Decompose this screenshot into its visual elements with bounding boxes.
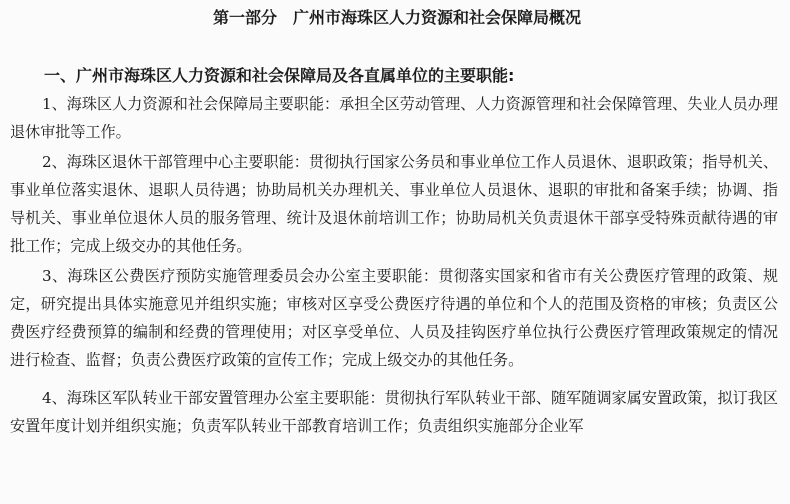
section-heading: 一、广州市海珠区人力资源和社会保障局及各直属单位的主要职能: (44, 66, 515, 85)
paragraph-3: 3、海珠区公费医疗预防实施管理委员会办公室主要职能：贯彻落实国家和省市有关公费医疗管理的政策、规定，研究提出具体实施意见并组织实施；审核对区享受公费医疗待遇的单位和个人的范围及资格的审核；负责区公费医疗经费预算的编制和经费的管理使用；对区享受单位、人员及挂钩医疗单位执行公费医疗管理政策规定的情况进行检查、监督；负责公费医疗政策的宣传工作；完成上级交办的其他任务。 (10, 267, 778, 369)
paragraph-2: 2、海珠区退休干部管理中心主要职能：贯彻执行国家公务员和事业单位工作人员退休、退职政策；指导机关、事业单位落实退休、退职人员待遇；协助局机关办理机关、事业单位人员退休、退职的审批和备案手续；协调、指导机关、事业单位退休人员的服务管理、统计及退休前培训工作；协助局机关负责退休干部享受特殊贡献待遇的审批工作；完成上级交办的其他任务。 (10, 153, 778, 255)
page-title: 第一部分 广州市海珠区人力资源和社会保障局概况 (212, 8, 581, 27)
paragraph-1: 1、海珠区人力资源和社会保障局主要职能：承担全区劳动管理、人力资源管理和社会保障管理、失业人员办理退休审批等工作。 (10, 95, 778, 141)
paragraph-4: 4、海珠区军队转业干部安置管理办公室主要职能：贯彻执行军队转业干部、随军随调家属安置政策，拟订我区安置年度计划并组织实施；负责军队转业干部教育培训工作；负责组织实施部分企业军 (10, 389, 778, 435)
